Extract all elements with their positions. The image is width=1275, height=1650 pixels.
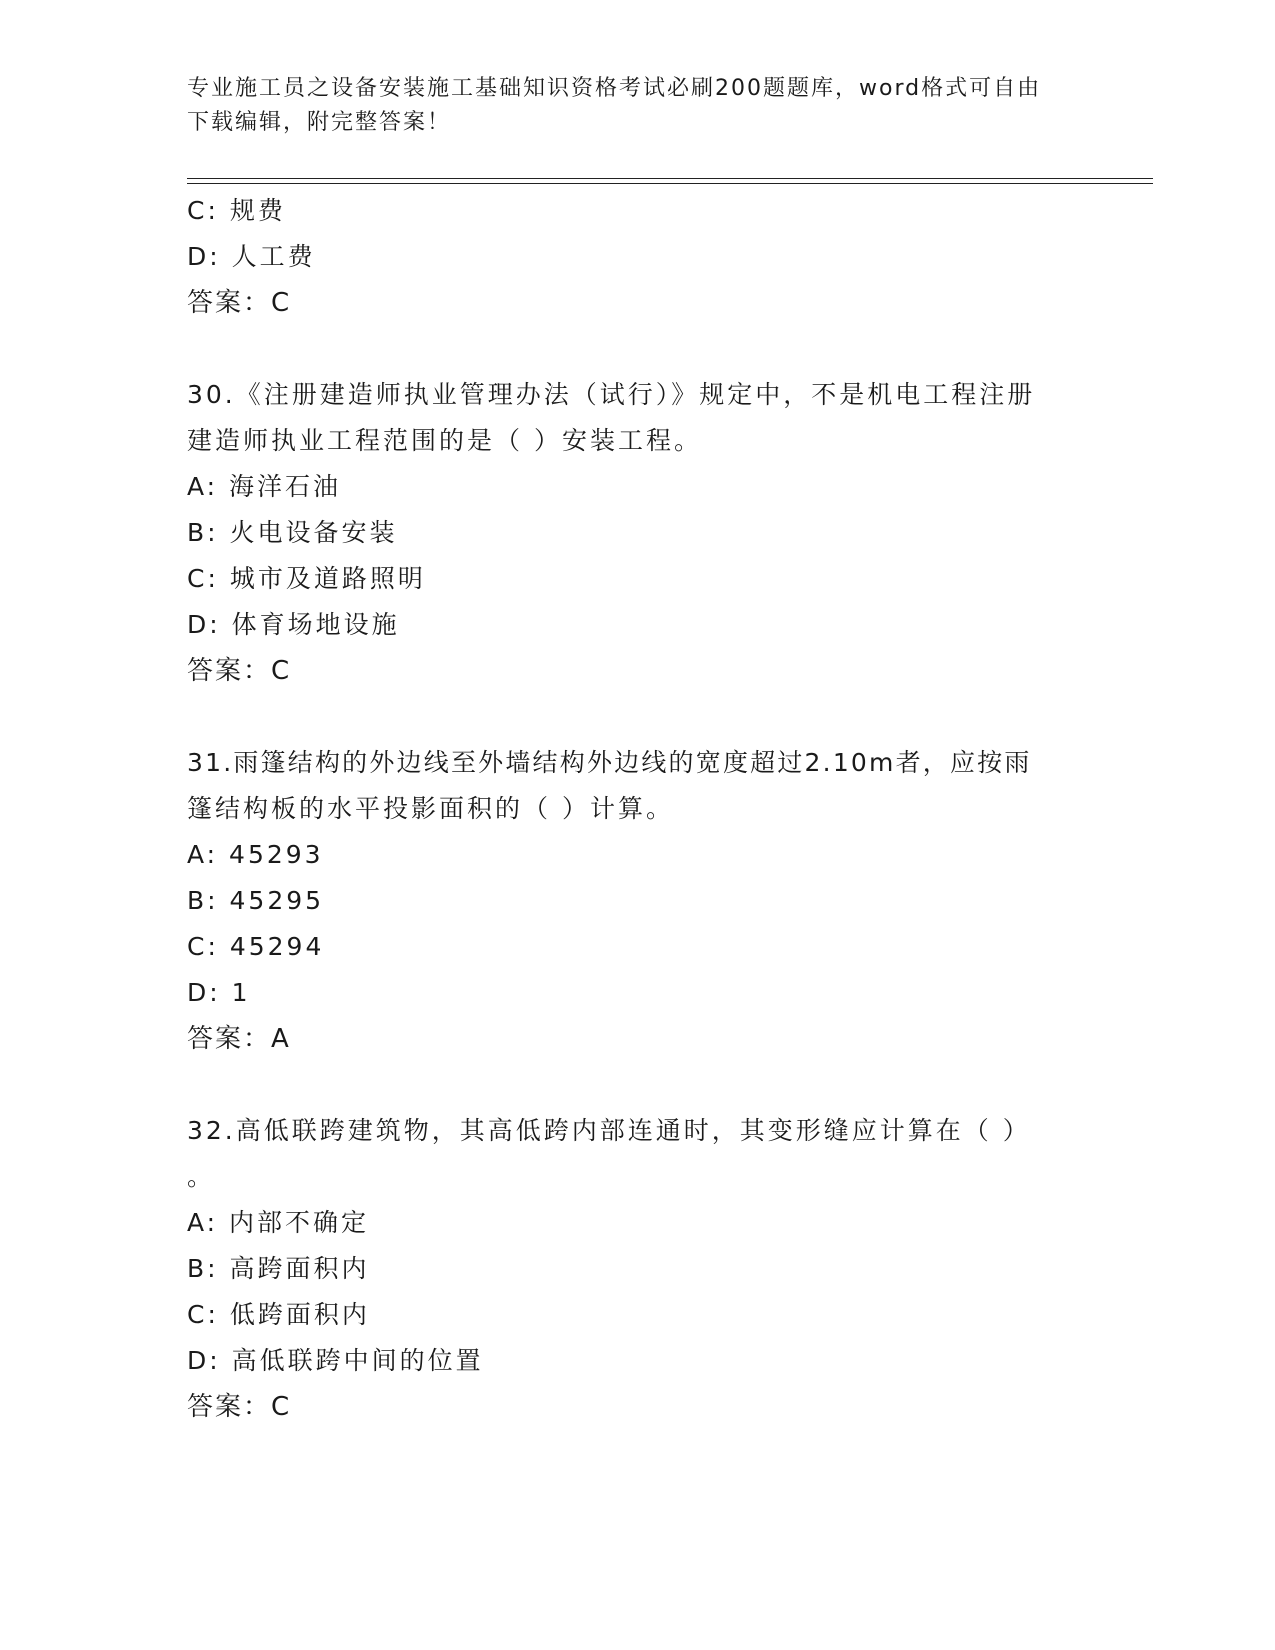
question-stem-line: 建造师执业工程范围的是（ ）安装工程。	[187, 426, 702, 455]
option-label: B:	[187, 518, 219, 547]
option-d	[187, 970, 1087, 1016]
option-text: 1	[231, 978, 251, 1007]
header-divider-bottom	[187, 183, 1153, 184]
option-b	[187, 510, 1087, 556]
option-d	[187, 602, 1087, 648]
option-label: A:	[187, 472, 219, 501]
option-c	[187, 556, 1087, 602]
option-a	[187, 832, 1087, 878]
option-label: B:	[187, 886, 219, 915]
option-label: D:	[187, 610, 221, 639]
spacer	[187, 1062, 1087, 1108]
option-d	[187, 1338, 1087, 1384]
option-label: D:	[187, 1346, 221, 1375]
option-text: 内部不确定	[229, 1208, 370, 1237]
option-text: 城市及道路照明	[229, 564, 426, 593]
document-header	[187, 72, 1087, 140]
option-label: D:	[187, 242, 221, 271]
option-text: 高低联跨中间的位置	[231, 1346, 484, 1375]
option-label: D:	[187, 978, 221, 1007]
option-label: C:	[187, 196, 219, 225]
option-d	[187, 234, 1087, 280]
option-text: 体育场地设施	[231, 610, 400, 639]
partial-question	[187, 188, 1087, 326]
option-text: 规费	[229, 196, 286, 225]
answer-line: 答案：C	[187, 656, 292, 686]
spacer	[187, 326, 1087, 372]
question-32	[187, 1108, 1087, 1430]
header-line-1: 专业施工员之设备安装施工基础知识资格考试必刷200题题库，word格式可自由	[187, 76, 1042, 101]
option-text: 45294	[229, 932, 325, 961]
answer-line: 答案：C	[187, 1392, 292, 1422]
option-text: 人工费	[231, 242, 316, 271]
option-b	[187, 878, 1087, 924]
question-31	[187, 740, 1087, 1062]
answer-line: 答案：C	[187, 288, 292, 318]
option-c	[187, 188, 1087, 234]
option-c	[187, 1292, 1087, 1338]
question-stem-line: 篷结构板的水平投影面积的（ ）计算。	[187, 794, 674, 823]
option-a	[187, 464, 1087, 510]
answer-line: 答案：A	[187, 1024, 291, 1054]
option-label: C:	[187, 564, 219, 593]
option-b	[187, 1246, 1087, 1292]
option-c	[187, 924, 1087, 970]
option-a	[187, 1200, 1087, 1246]
option-label: A:	[187, 840, 219, 869]
spacer	[187, 694, 1087, 740]
question-stem-line: 32.高低联跨建筑物，其高低跨内部连通时，其变形缝应计算在（ ）	[187, 1116, 1031, 1145]
option-text: 火电设备安装	[229, 518, 398, 547]
question-stem-line: 。	[187, 1162, 216, 1191]
header-divider-top	[187, 178, 1153, 179]
option-text: 45295	[229, 886, 325, 915]
header-line-2: 下载编辑，附完整答案！	[187, 110, 452, 135]
option-label: C:	[187, 932, 219, 961]
option-text: 45293	[229, 840, 324, 869]
option-label: B:	[187, 1254, 219, 1283]
question-30	[187, 372, 1087, 694]
option-text: 海洋石油	[229, 472, 342, 501]
option-label: C:	[187, 1300, 219, 1329]
question-stem-line: 31.雨篷结构的外边线至外墙结构外边线的宽度超过2.10m者，应按雨	[187, 748, 1032, 777]
question-stem-line: 30.《注册建造师执业管理办法（试行）》规定中，不是机电工程注册	[187, 380, 1036, 409]
question-list	[187, 188, 1087, 1430]
option-label: A:	[187, 1208, 219, 1237]
option-text: 低跨面积内	[229, 1300, 370, 1329]
option-text: 高跨面积内	[229, 1254, 370, 1283]
